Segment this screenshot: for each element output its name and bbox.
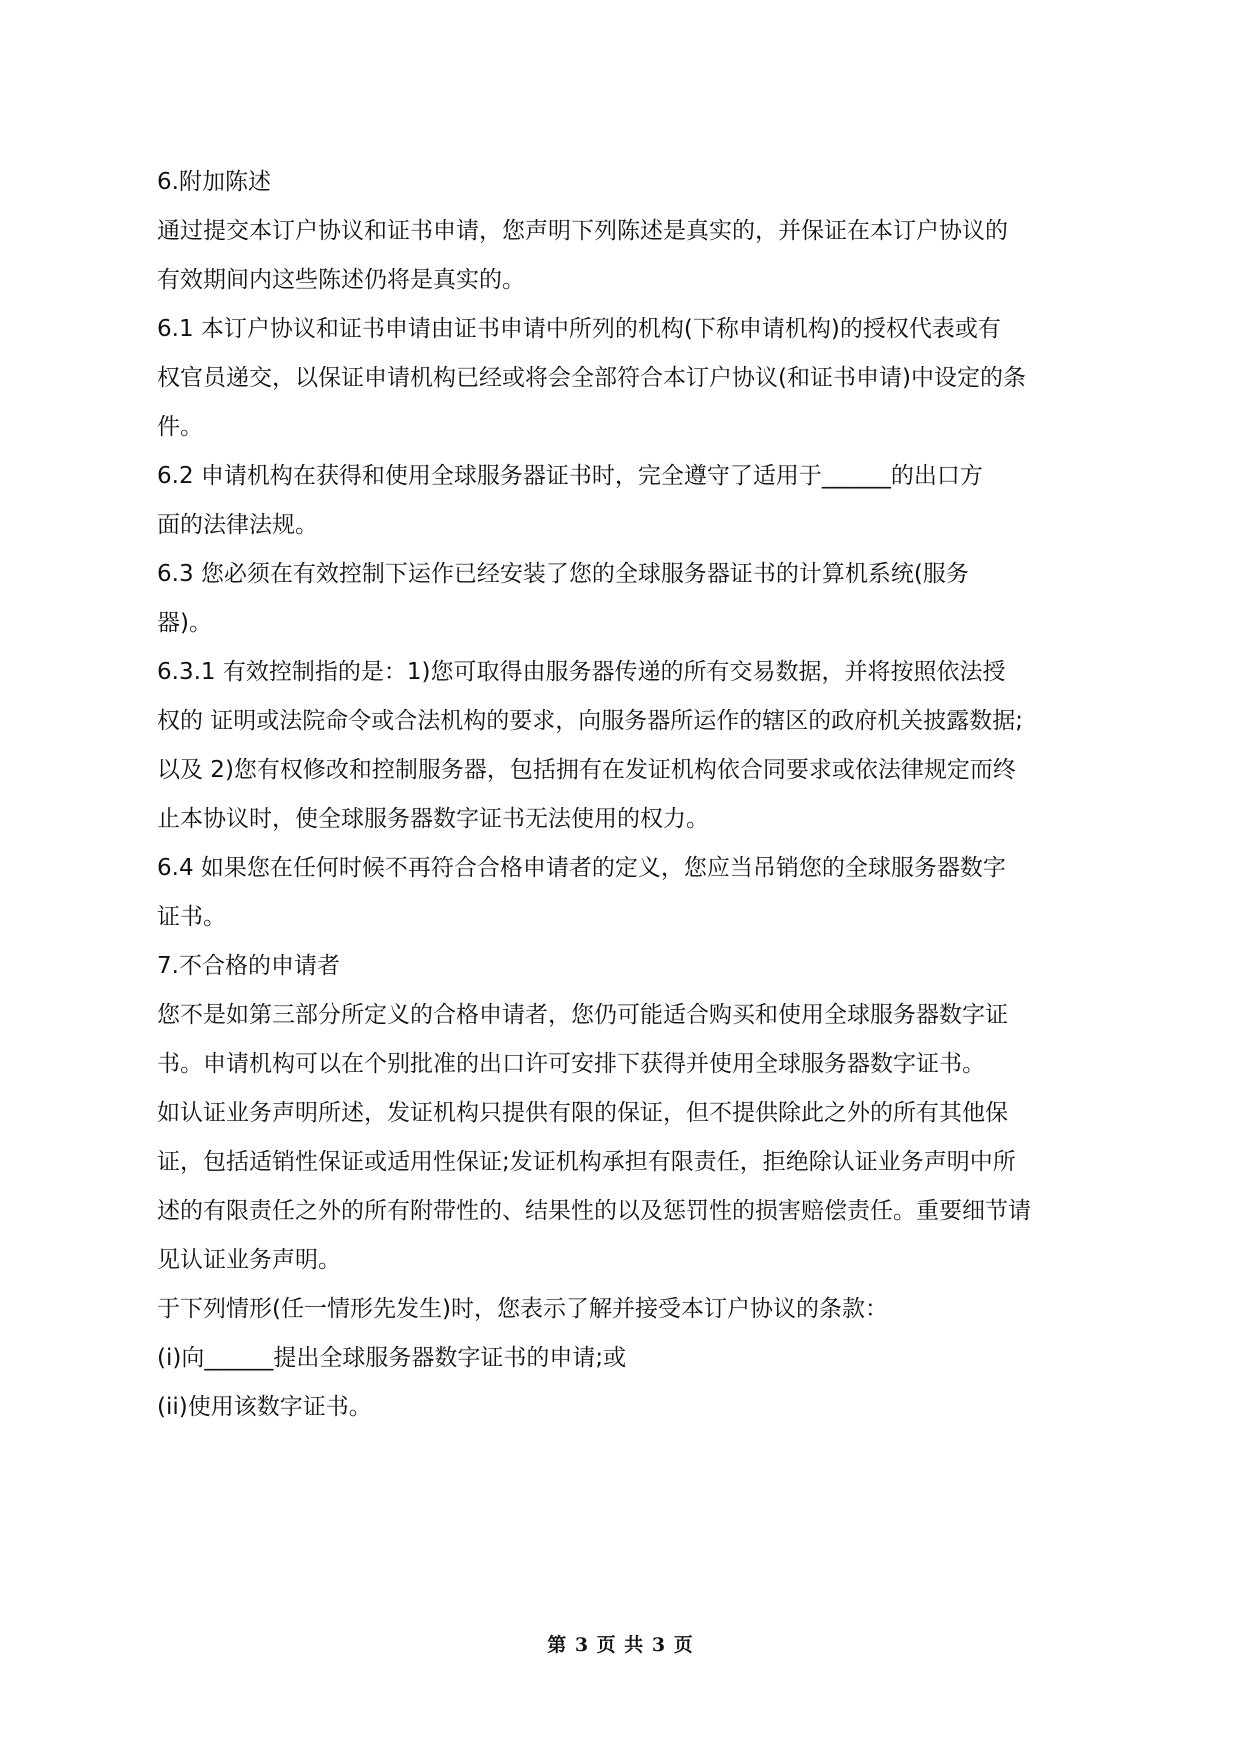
paragraph-line: 如认证业务声明所述，发证机构只提供有限的保证，但不提供除此之外的所有其他保 bbox=[157, 1100, 1008, 1126]
document-body bbox=[157, 158, 1097, 1432]
paragraph-line: 书。申请机构可以在个别批准的出口许可安排下获得并使用全球服务器数字证书。 bbox=[157, 1051, 985, 1077]
section-heading: 7.不合格的申请者 bbox=[157, 953, 340, 979]
paragraph-line: 于下列情形(任一情形先发生)时，您表示了解并接受本订户协议的条款： bbox=[157, 1296, 888, 1322]
paragraph-section-6-3-1 bbox=[157, 648, 1097, 844]
paragraph-section-7-heading bbox=[157, 942, 1097, 991]
paragraph-section-6-heading bbox=[157, 158, 1097, 207]
page-number-footer: 第 3 页 共 3 页 bbox=[547, 1634, 694, 1656]
list-item-text: (i)向______提出全球服务器数字证书的申请;或 bbox=[157, 1345, 627, 1371]
paragraph-line: 述的有限责任之外的所有附带性的、结果性的以及惩罚性的损害赔偿责任。重要细节请 bbox=[157, 1198, 1031, 1224]
paragraph-line: 权官员递交，以保证申请机构已经或将会全部符合本订户协议(和证书申请)中设定的条 bbox=[157, 365, 1026, 391]
paragraph-line: 止本协议时，使全球服务器数字证书无法使用的权力。 bbox=[157, 806, 709, 832]
paragraph-line: 权的 证明或法院命令或合法机构的要求，向服务器所运作的辖区的政府机关披露数据; bbox=[157, 708, 1024, 734]
paragraph-line: 6.2 申请机构在获得和使用全球服务器证书时，完全遵守了适用于______的出口方 bbox=[157, 463, 983, 489]
paragraph-line: 以及 2)您有权修改和控制服务器，包括拥有在发证机构依合同要求或依法律规定而终 bbox=[157, 757, 1016, 783]
paragraph-cps-note bbox=[157, 1089, 1097, 1285]
paragraph-line: 通过提交本订户协议和证书申请，您声明下列陈述是真实的，并保证在本订户协议的 bbox=[157, 218, 1008, 244]
paragraph-line: 6.3.1 有效控制指的是：1)您可取得由服务器传递的所有交易数据，并将按照依法授 bbox=[157, 659, 1006, 685]
paragraph-line: 6.3 您必须在有效控制下运作已经安装了您的全球服务器证书的计算机系统(服务 bbox=[157, 561, 969, 587]
paragraph-line: 6.4 如果您在任何时候不再符合合格申请者的定义，您应当吊销您的全球服务器数字 bbox=[157, 855, 1006, 881]
paragraph-section-6-3 bbox=[157, 550, 1097, 648]
paragraph-section-6-1 bbox=[157, 305, 1097, 452]
paragraph-line: 您不是如第三部分所定义的合格申请者，您仍可能适合购买和使用全球服务器数字证 bbox=[157, 1002, 1008, 1028]
paragraph-line: 面的法律法规。 bbox=[157, 512, 318, 538]
paragraph-acceptance bbox=[157, 1285, 1097, 1334]
paragraph-line: 有效期间内这些陈述仍将是真实的。 bbox=[157, 267, 525, 293]
list-item-acceptance-ii bbox=[157, 1383, 1097, 1432]
paragraph-line: 证书。 bbox=[157, 904, 226, 930]
section-heading: 6.附加陈述 bbox=[157, 169, 271, 195]
paragraph-line: 见认证业务声明。 bbox=[157, 1247, 341, 1273]
paragraph-section-6-2 bbox=[157, 452, 1097, 550]
paragraph-section-7-body bbox=[157, 991, 1097, 1089]
paragraph-line: 证，包括适销性保证或适用性保证;发证机构承担有限责任，拒绝除认证业务声明中所 bbox=[157, 1149, 1016, 1175]
paragraph-section-6-intro bbox=[157, 207, 1097, 305]
paragraph-section-6-4 bbox=[157, 844, 1097, 942]
paragraph-line: 6.1 本订户协议和证书申请由证书申请中所列的机构(下称申请机构)的授权代表或有 bbox=[157, 316, 1001, 342]
list-item-text: (ii)使用该数字证书。 bbox=[157, 1394, 372, 1420]
paragraph-line: 器)。 bbox=[157, 610, 212, 636]
list-item-acceptance-i bbox=[157, 1334, 1097, 1383]
paragraph-line: 件。 bbox=[157, 414, 203, 440]
